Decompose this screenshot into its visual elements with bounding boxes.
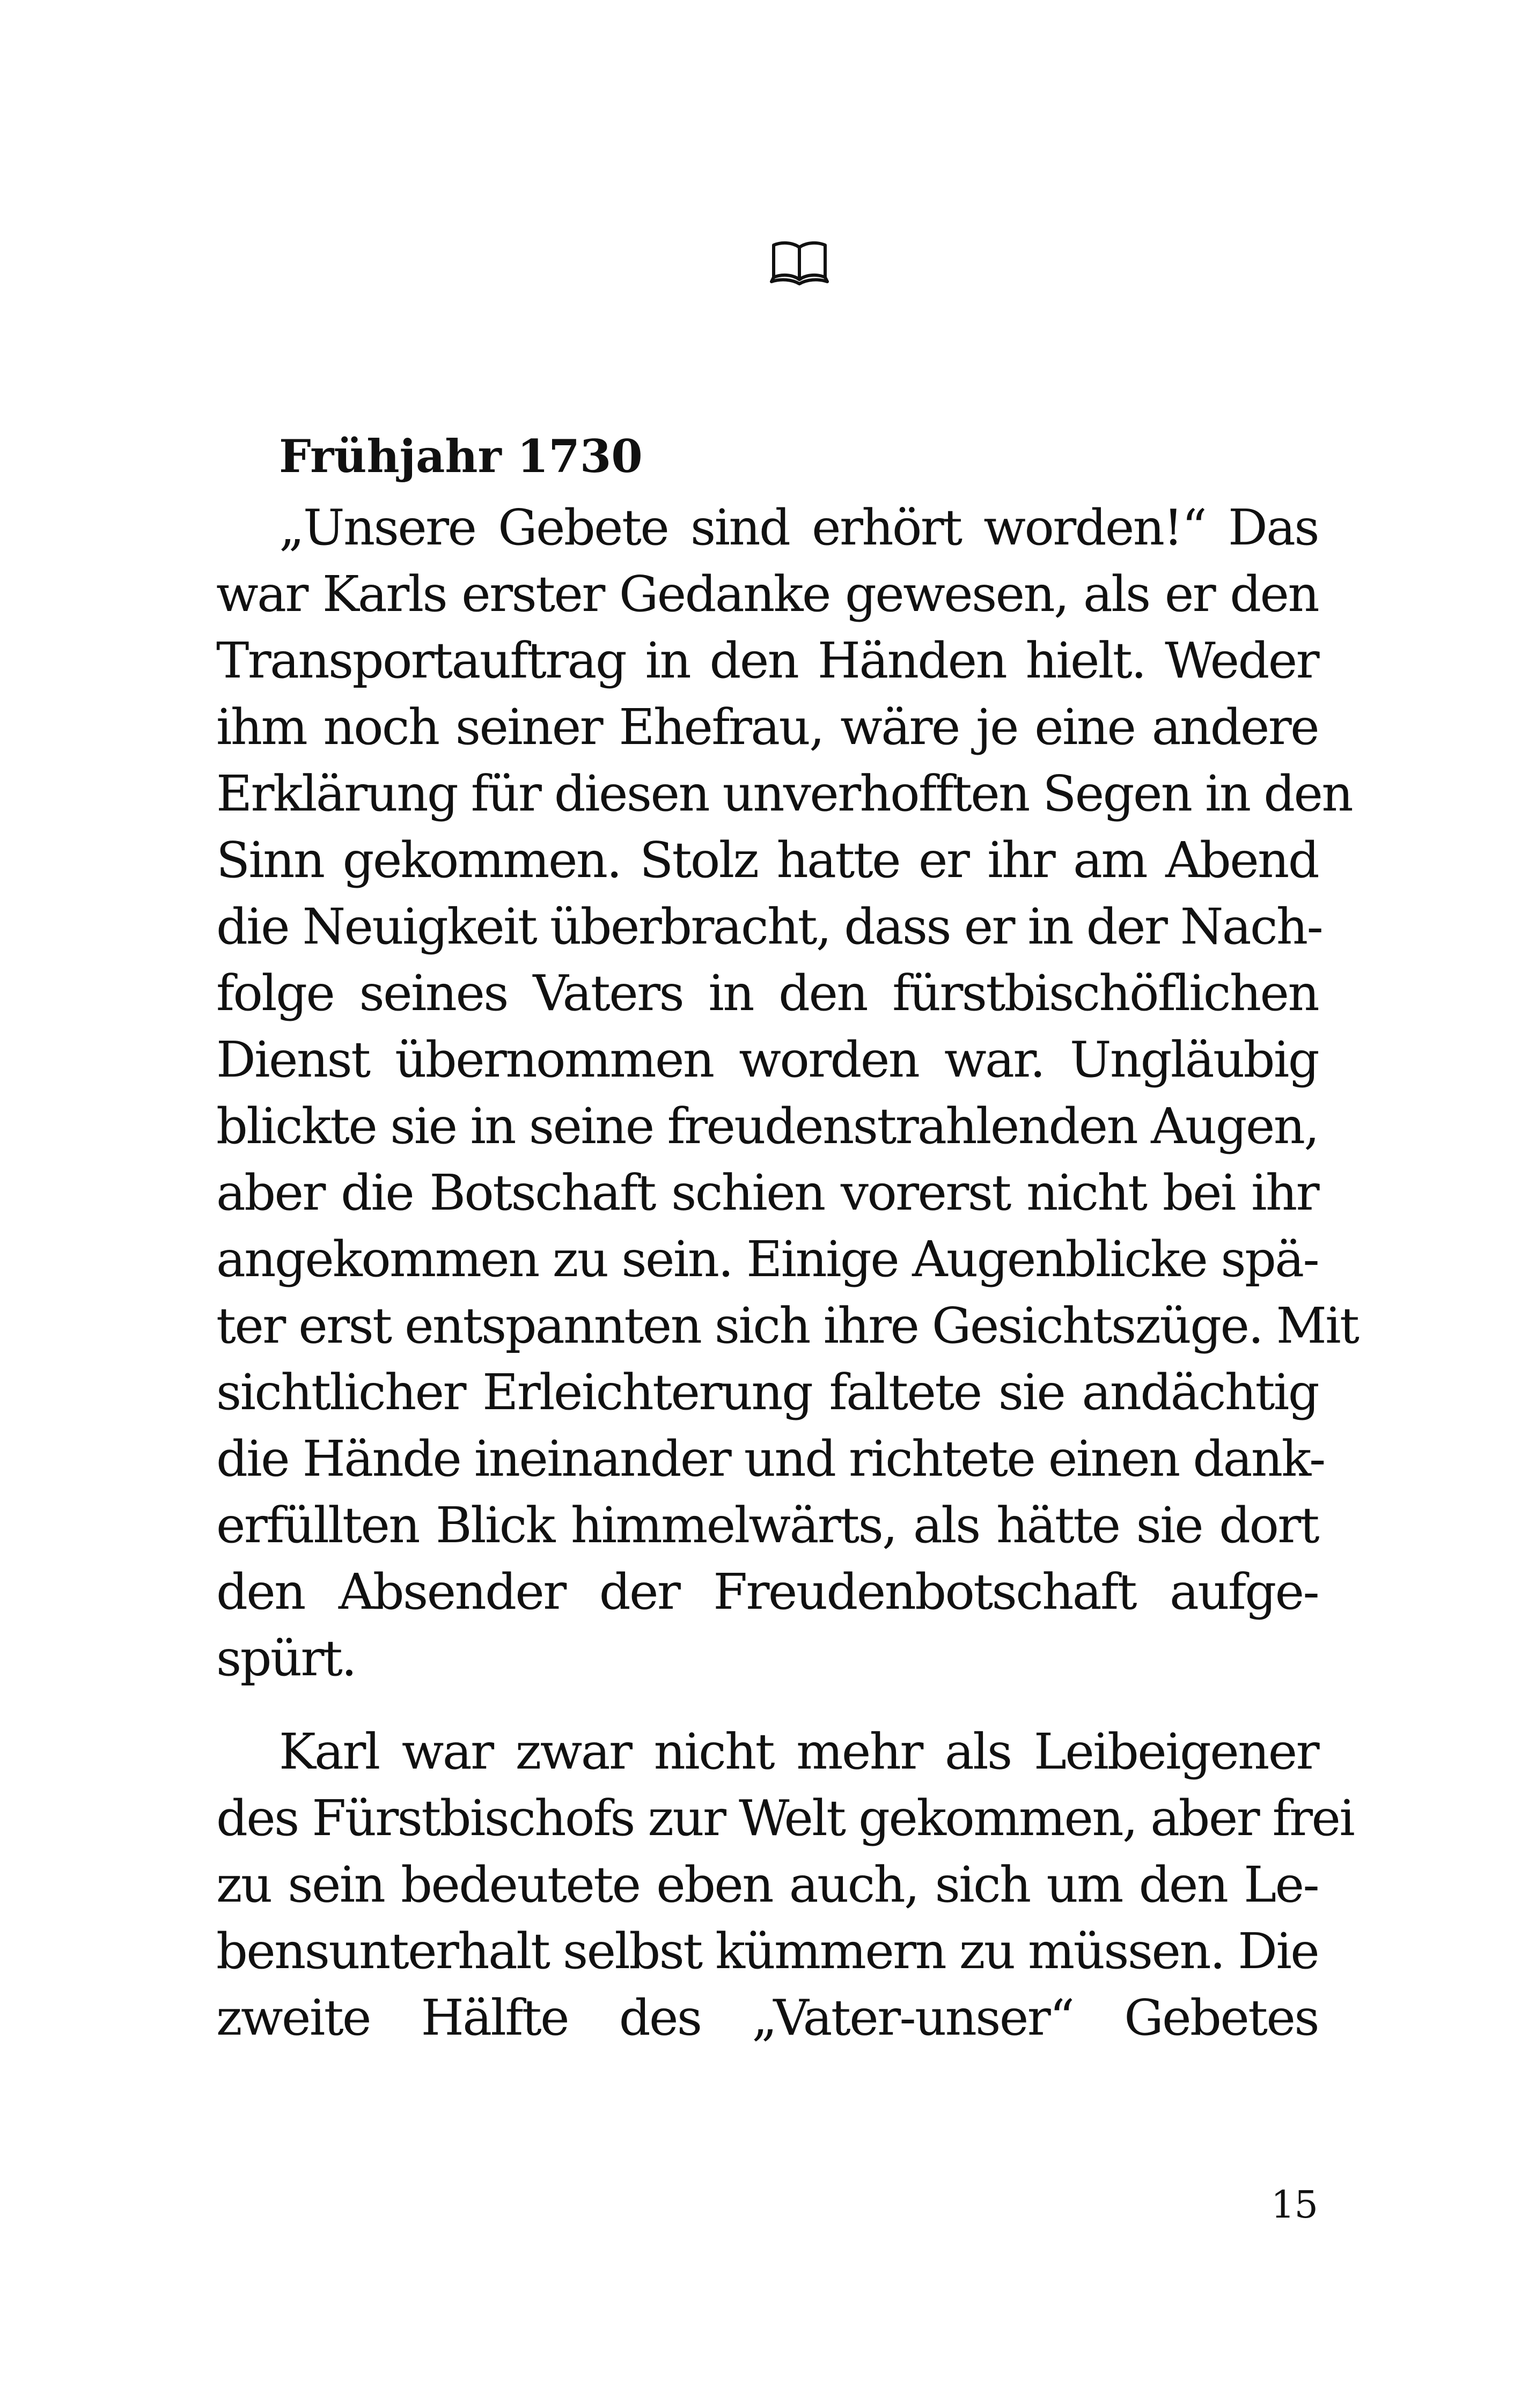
text-line: ter erst entspannten sich ihre Gesichtszüge. Mit bbox=[216, 1297, 1358, 1354]
text-line: spürt. bbox=[216, 1630, 356, 1687]
text-line: sichtlicher Erleichterung faltete sie andächtig bbox=[216, 1364, 1318, 1421]
text-line: bensunterhalt selbst kümmern zu müssen. Die bbox=[216, 1923, 1319, 1980]
text-line: erfüllten Blick himmelwärts, als hätte sie dort bbox=[216, 1497, 1318, 1554]
text-line: Karl war zwar nicht mehr als Leibeigener bbox=[279, 1723, 1318, 1780]
text-line: Transportauftrag in den Händen hielt. Weder bbox=[216, 632, 1318, 689]
text-line: ihm noch seiner Ehefrau, wäre je eine andere bbox=[216, 698, 1318, 756]
text-line: Sinn gekommen. Stolz hatte er ihr am Abend bbox=[216, 831, 1318, 889]
text-line: war Karls erster Gedanke gewesen, als er den bbox=[216, 565, 1318, 623]
paragraph-1 bbox=[216, 495, 1358, 1692]
text-line: zu sein bedeutete eben auch, sich um den Le- bbox=[216, 1856, 1318, 1913]
text-line: den Absender der Freudenbotschaft aufge- bbox=[216, 1563, 1318, 1621]
text-line: des Fürstbischofs zur Welt gekommen, aber frei bbox=[216, 1790, 1354, 1847]
text-line: folge seines Vaters in den fürstbischöflichen bbox=[216, 964, 1318, 1022]
text-line: blickte sie in seine freudenstrahlenden Augen, bbox=[216, 1098, 1318, 1155]
page-number: 15 bbox=[1270, 2183, 1318, 2227]
text-line: zweite Hälfte des „Vater-unser“ Gebetes bbox=[216, 1989, 1318, 2046]
text-body bbox=[216, 418, 1358, 2051]
text-line: angekommen zu sein. Einige Augenblicke spä- bbox=[216, 1231, 1318, 1288]
text-line: aber die Botschaft schien vorerst nicht bei ihr bbox=[216, 1164, 1318, 1221]
text-line: die Neuigkeit überbracht, dass er in der Nach- bbox=[216, 898, 1322, 955]
section-heading: Frühjahr 1730 bbox=[279, 430, 643, 483]
paragraph-2 bbox=[216, 1719, 1354, 2051]
text-line: Dienst übernommen worden war. Ungläubig bbox=[216, 1031, 1318, 1088]
text-line: die Hände ineinander und richtete einen dank- bbox=[216, 1430, 1325, 1487]
text-line: „Unsere Gebete sind erhört worden!“ Das bbox=[279, 499, 1318, 556]
text-line: Erklärung für diesen unverhofften Segen in den bbox=[216, 765, 1352, 822]
open-book-icon bbox=[769, 239, 829, 287]
